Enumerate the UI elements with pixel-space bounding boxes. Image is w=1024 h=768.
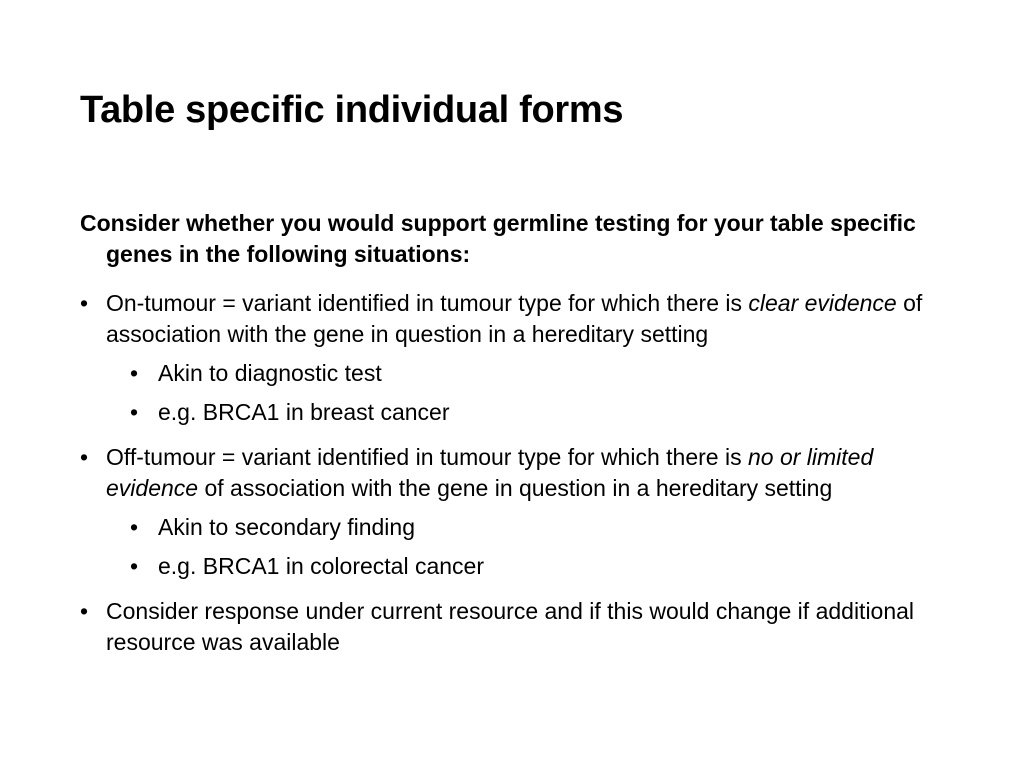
off-tumour-sub-list [80,512,950,582]
slide-title: Table specific individual forms [80,89,624,131]
bullet-on-tumour [80,288,950,350]
sub-bullet-item: • Akin to secondary finding [80,512,950,543]
sub-bullet-item: • e.g. BRCA1 in colorectal cancer [80,551,950,582]
sub-bullet-item: • e.g. BRCA1 in breast cancer [80,397,950,428]
on-tumour-text: On-tumour = variant identified in tumour type for which there is [106,290,749,316]
sub-bullet-item: • Akin to diagnostic test [80,358,950,389]
on-tumour-sub-list [80,358,950,428]
intro-text: Consider whether you would support germline testing for your table specific genes in the following situations: [80,210,916,267]
off-tumour-text: Off-tumour = variant identified in tumour type for which there is [106,444,748,470]
bullet-off-tumour [80,442,950,504]
on-tumour-emphasis: clear evidence [748,290,897,316]
off-tumour-text-end: of association with the gene in question in a hereditary setting [198,475,833,501]
bullet-resource-note: • Consider response under current resource and if this would change if additional resource was available [80,596,950,658]
slide-body [80,208,950,666]
off-tumour-emphasis: no or limited evidence [106,444,874,501]
on-tumour-text-end: of association with the gene in question in a hereditary setting [106,290,923,347]
